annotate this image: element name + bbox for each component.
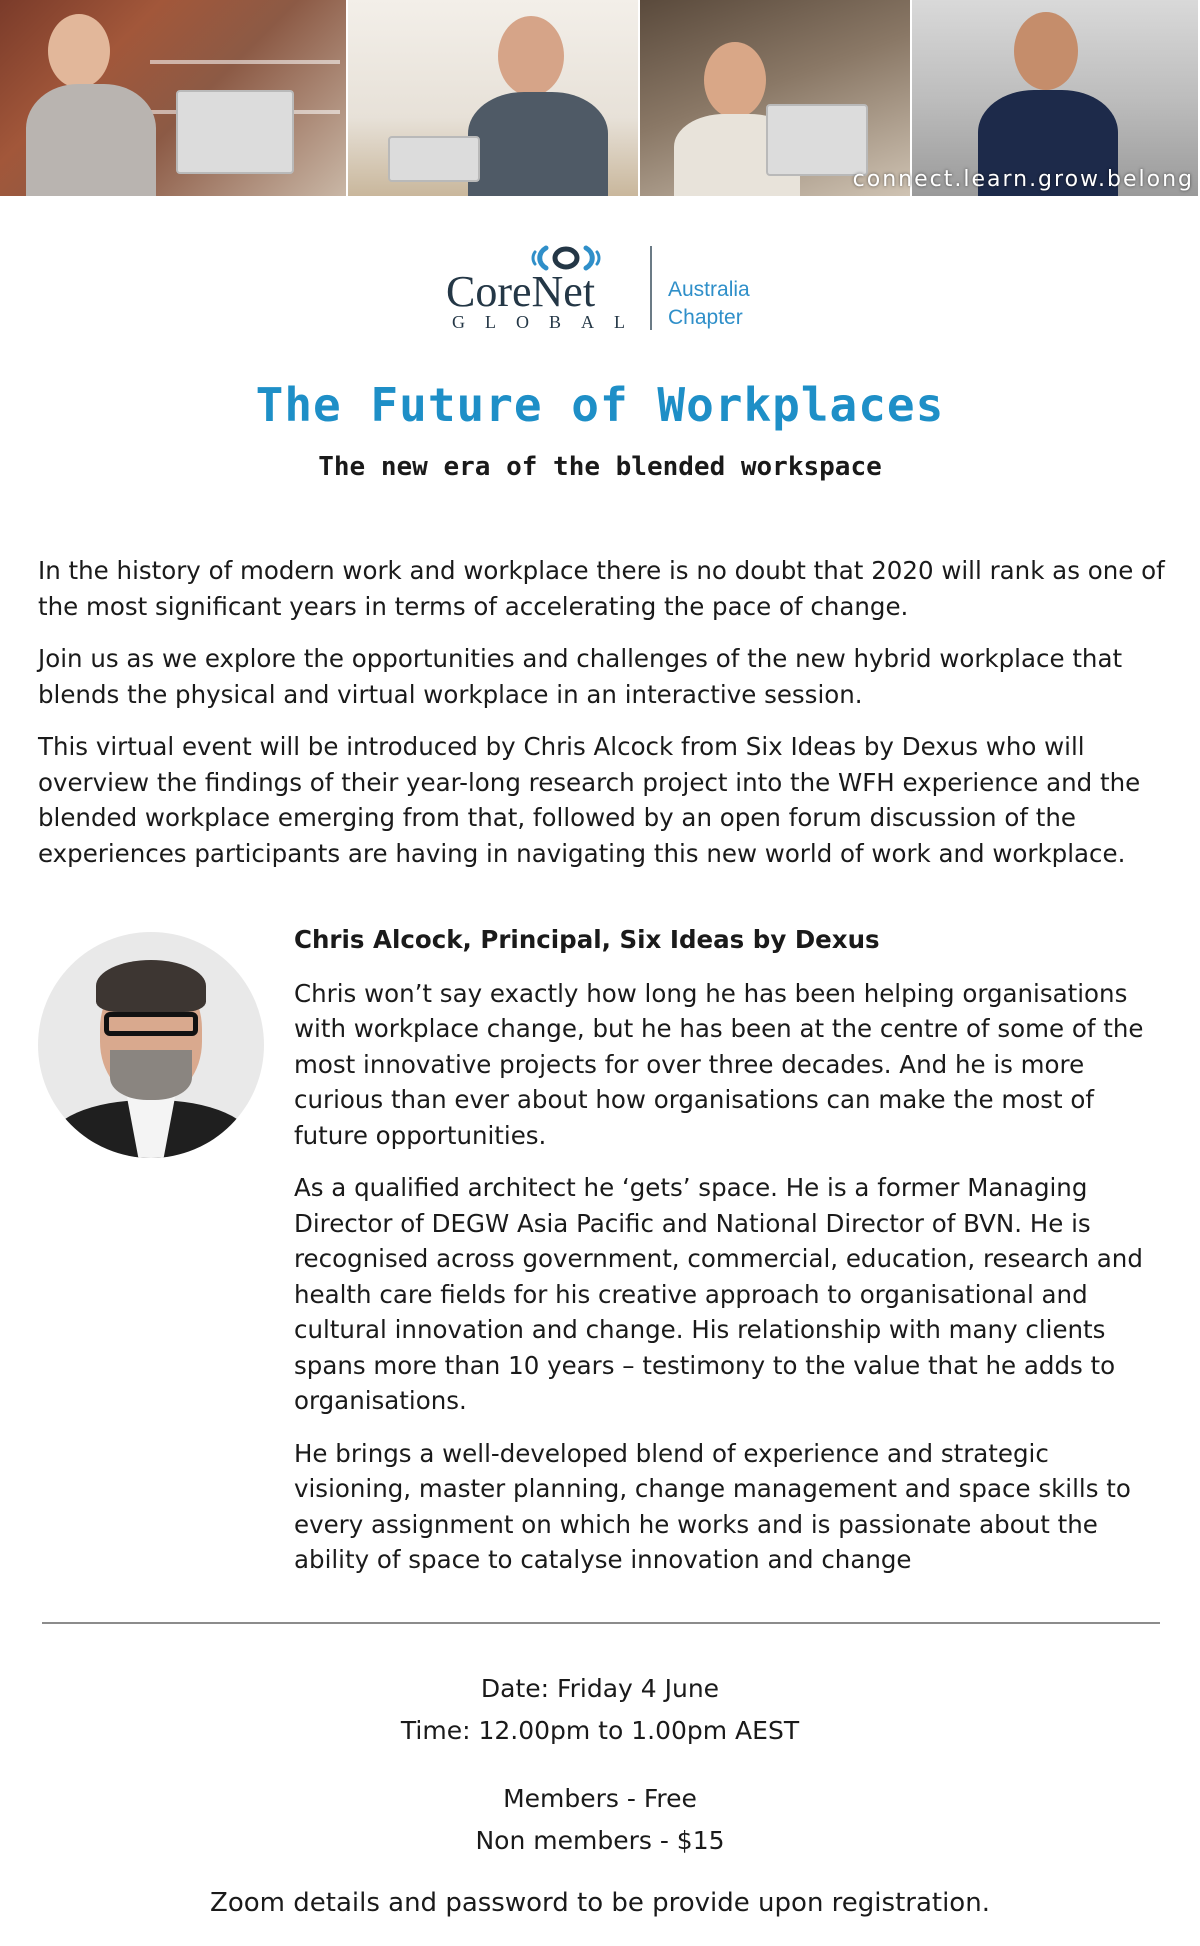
logo-chapter-line1: Australia	[668, 278, 750, 301]
speaker-bio-paragraph: Chris won’t say exactly how long he has been helping organisations with workplace change, but he has been at the centre of some of the most innovative projects for over three decades. And he is more curious than ever about how organisations can make the most of future opportunities.	[294, 978, 1144, 1150]
photo-man-with-glasses	[348, 0, 640, 196]
logo-global-text: GLOBAL	[452, 312, 645, 332]
section-divider	[42, 1622, 1160, 1624]
event-details	[0, 1668, 1200, 1862]
logo-chapter-line2: Chapter	[668, 306, 743, 329]
logo-divider	[650, 246, 652, 330]
event-date: Date: Friday 4 June	[480, 1674, 720, 1703]
photo-woman-with-laptop	[0, 0, 348, 196]
non-members-price: Non members - $15	[475, 1826, 725, 1855]
banner-tagline: connect.learn.grow.belong	[852, 167, 1194, 192]
zoom-registration-note: Zoom details and password to be provide upon registration.	[210, 1888, 990, 1918]
members-price: Members - Free	[503, 1784, 697, 1813]
intro-paragraph: In the history of modern work and workplace there is no doubt that 2020 will rank as one of the most significant years in terms of accelerating the pace of change.	[38, 556, 1165, 621]
speaker-bio-paragraph: He brings a well-developed blend of experience and strategic visioning, master planning, change management and space skills to every assignment on which he works and is passionate about the ability of space to catalyse innovation and change	[294, 1438, 1131, 1574]
page-title: The Future of Workplaces	[255, 378, 945, 432]
intro-paragraph: Join us as we explore the opportunities and challenges of the new hybrid workplace that blends the physical and virtual workplace in an interactive session.	[38, 644, 1123, 709]
speaker-name: Chris Alcock, Principal, Six Ideas by Dexus	[294, 925, 880, 954]
speaker-section	[294, 922, 1164, 1595]
corenet-global-logo	[446, 240, 766, 336]
intro-section	[38, 553, 1168, 888]
intro-paragraph: This virtual event will be introduced by Chris Alcock from Six Ideas by Dexus who will overview the findings of their year-long research project into the WFH experience and the blended workplace emerging from that, followed by an open forum discussion of the experiences participants are having in navigating this new world of work and workplace.	[38, 732, 1141, 868]
header-photo-banner	[0, 0, 1200, 196]
logo-wordmark: CoreNet	[446, 267, 596, 316]
page-subtitle: The new era of the blended workspace	[318, 452, 882, 482]
logo-chapter-label	[668, 276, 750, 332]
speaker-bio-paragraph: As a qualified architect he ‘gets’ space. He is a former Managing Director of DEGW Asia Pacific and National Director of BVN. He is recognised across government, commercial, education, research and health care fields for his creative approach to organisational and cultural innovation and change. His relationship with many clients spans more than 10 years – testimony to the value that he adds to organisations.	[294, 1173, 1143, 1415]
speaker-avatar	[38, 932, 264, 1158]
event-time: Time: 12.00pm to 1.00pm AEST	[400, 1716, 800, 1745]
